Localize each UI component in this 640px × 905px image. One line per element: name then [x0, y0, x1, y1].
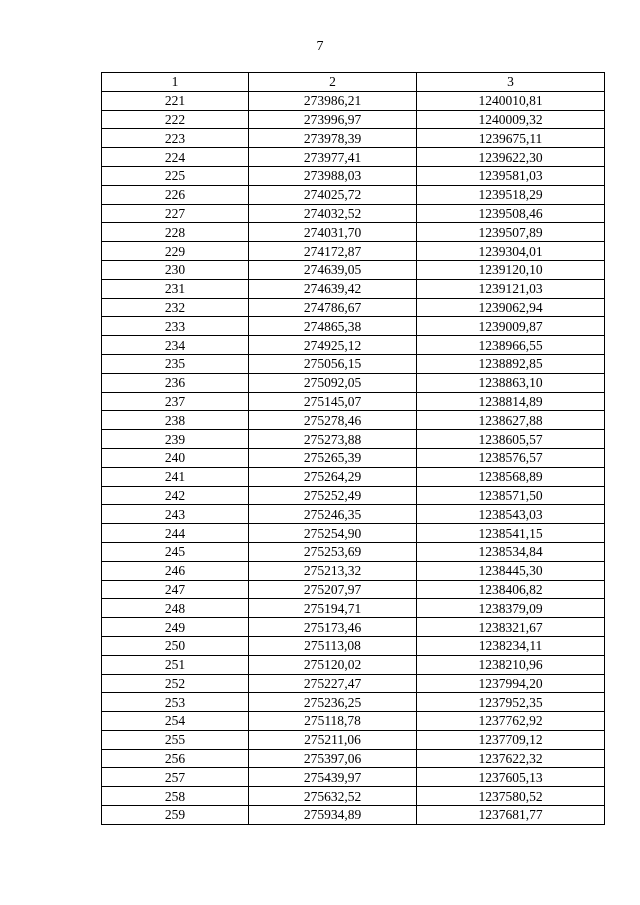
table-row	[102, 110, 605, 129]
header-cell-3: 3	[417, 73, 605, 92]
coordinate-y-cell: 1240009,32	[417, 110, 605, 129]
point-number-cell: 235	[102, 354, 249, 373]
point-number-cell: 227	[102, 204, 249, 223]
point-number-cell: 236	[102, 373, 249, 392]
table-row	[102, 806, 605, 825]
point-number-cell: 237	[102, 392, 249, 411]
table-row	[102, 279, 605, 298]
coordinate-y-cell: 1237622,32	[417, 749, 605, 768]
table-row	[102, 524, 605, 543]
coordinate-x-cell: 275632,52	[249, 787, 417, 806]
coordinate-y-cell: 1238541,15	[417, 524, 605, 543]
coordinate-y-cell: 1238605,57	[417, 430, 605, 449]
table-row	[102, 91, 605, 110]
coordinate-x-cell: 275278,46	[249, 411, 417, 430]
coordinate-x-cell: 273977,41	[249, 148, 417, 167]
point-number-cell: 232	[102, 298, 249, 317]
coordinate-x-cell: 274031,70	[249, 223, 417, 242]
coordinate-x-cell: 275211,06	[249, 730, 417, 749]
coordinate-x-cell: 273996,97	[249, 110, 417, 129]
point-number-cell: 253	[102, 693, 249, 712]
coordinate-x-cell: 275254,90	[249, 524, 417, 543]
table-row	[102, 129, 605, 148]
coordinate-x-cell: 275273,88	[249, 430, 417, 449]
point-number-cell: 238	[102, 411, 249, 430]
coordinate-x-cell: 275120,02	[249, 655, 417, 674]
header-cell-1: 1	[102, 73, 249, 92]
coordinate-x-cell: 275252,49	[249, 486, 417, 505]
coordinate-x-cell: 275173,46	[249, 618, 417, 637]
table-row	[102, 693, 605, 712]
table-row	[102, 580, 605, 599]
coordinate-y-cell: 1238627,88	[417, 411, 605, 430]
coordinate-x-cell: 275207,97	[249, 580, 417, 599]
table-row	[102, 561, 605, 580]
coordinate-x-cell: 275934,89	[249, 806, 417, 825]
coordinate-x-cell: 275397,06	[249, 749, 417, 768]
table-row	[102, 599, 605, 618]
page-number: 7	[316, 39, 324, 54]
table-body	[102, 91, 605, 824]
coordinate-y-cell: 1238568,89	[417, 467, 605, 486]
table-row	[102, 787, 605, 806]
coordinate-x-cell: 274032,52	[249, 204, 417, 223]
table-row	[102, 336, 605, 355]
coordinate-y-cell: 1237952,35	[417, 693, 605, 712]
point-number-cell: 257	[102, 768, 249, 787]
coordinate-x-cell: 275113,08	[249, 636, 417, 655]
point-number-cell: 251	[102, 655, 249, 674]
coordinate-y-cell: 1238966,55	[417, 336, 605, 355]
point-number-cell: 250	[102, 636, 249, 655]
table-row	[102, 204, 605, 223]
point-number-cell: 254	[102, 712, 249, 731]
point-number-cell: 255	[102, 730, 249, 749]
coordinate-y-cell: 1237605,13	[417, 768, 605, 787]
table-row	[102, 655, 605, 674]
table-row	[102, 148, 605, 167]
table-row	[102, 730, 605, 749]
coordinate-x-cell: 273986,21	[249, 91, 417, 110]
table-row	[102, 618, 605, 637]
table-row	[102, 185, 605, 204]
table-row	[102, 768, 605, 787]
point-number-cell: 231	[102, 279, 249, 298]
coordinate-y-cell: 1239518,29	[417, 185, 605, 204]
table-header	[102, 73, 605, 92]
coordinate-y-cell: 1239581,03	[417, 166, 605, 185]
point-number-cell: 225	[102, 166, 249, 185]
coordinate-x-cell: 274639,42	[249, 279, 417, 298]
coordinate-x-cell: 275092,05	[249, 373, 417, 392]
coordinate-x-cell: 275264,29	[249, 467, 417, 486]
point-number-cell: 233	[102, 317, 249, 336]
coordinate-x-cell: 275246,35	[249, 505, 417, 524]
point-number-cell: 247	[102, 580, 249, 599]
coordinate-x-cell: 274639,05	[249, 260, 417, 279]
table-row	[102, 636, 605, 655]
point-number-cell: 226	[102, 185, 249, 204]
coordinate-x-cell: 275227,47	[249, 674, 417, 693]
header-cell-2: 2	[249, 73, 417, 92]
point-number-cell: 234	[102, 336, 249, 355]
point-number-cell: 222	[102, 110, 249, 129]
table-row	[102, 392, 605, 411]
point-number-cell: 249	[102, 618, 249, 637]
point-number-cell: 246	[102, 561, 249, 580]
coordinate-y-cell: 1239121,03	[417, 279, 605, 298]
table-row	[102, 486, 605, 505]
coordinate-x-cell: 275056,15	[249, 354, 417, 373]
point-number-cell: 256	[102, 749, 249, 768]
coordinate-x-cell: 273988,03	[249, 166, 417, 185]
coordinate-y-cell: 1239009,87	[417, 317, 605, 336]
coordinate-y-cell: 1238379,09	[417, 599, 605, 618]
coordinate-y-cell: 1238321,67	[417, 618, 605, 637]
table-row	[102, 448, 605, 467]
coordinate-y-cell: 1237709,12	[417, 730, 605, 749]
coordinate-x-cell: 275253,69	[249, 542, 417, 561]
table-row	[102, 712, 605, 731]
table-row	[102, 430, 605, 449]
coordinate-x-cell: 274786,67	[249, 298, 417, 317]
coordinate-x-cell: 273978,39	[249, 129, 417, 148]
coordinate-y-cell: 1239675,11	[417, 129, 605, 148]
header-row	[102, 73, 605, 92]
point-number-cell: 224	[102, 148, 249, 167]
point-number-cell: 252	[102, 674, 249, 693]
point-number-cell: 241	[102, 467, 249, 486]
coordinate-x-cell: 275439,97	[249, 768, 417, 787]
point-number-cell: 240	[102, 448, 249, 467]
coordinate-y-cell: 1237762,92	[417, 712, 605, 731]
coordinate-y-cell: 1238445,30	[417, 561, 605, 580]
table-row	[102, 373, 605, 392]
coordinate-x-cell: 274025,72	[249, 185, 417, 204]
coordinate-y-cell: 1239120,10	[417, 260, 605, 279]
coordinate-y-cell: 1240010,81	[417, 91, 605, 110]
coordinate-x-cell: 274865,38	[249, 317, 417, 336]
point-number-cell: 221	[102, 91, 249, 110]
point-number-cell: 242	[102, 486, 249, 505]
coordinate-y-cell: 1239508,46	[417, 204, 605, 223]
coordinate-y-cell: 1238814,89	[417, 392, 605, 411]
coordinate-y-cell: 1238534,84	[417, 542, 605, 561]
point-number-cell: 228	[102, 223, 249, 242]
coordinate-y-cell: 1238543,03	[417, 505, 605, 524]
point-number-cell: 248	[102, 599, 249, 618]
point-number-cell: 223	[102, 129, 249, 148]
coordinate-y-cell: 1238863,10	[417, 373, 605, 392]
point-number-cell: 243	[102, 505, 249, 524]
point-number-cell: 259	[102, 806, 249, 825]
coordinate-y-cell: 1239622,30	[417, 148, 605, 167]
coordinate-y-cell: 1238210,96	[417, 655, 605, 674]
point-number-cell: 239	[102, 430, 249, 449]
coordinate-y-cell: 1239507,89	[417, 223, 605, 242]
point-number-cell: 258	[102, 787, 249, 806]
table-row	[102, 674, 605, 693]
coordinate-x-cell: 275118,78	[249, 712, 417, 731]
coordinate-y-cell: 1238576,57	[417, 448, 605, 467]
table-row	[102, 354, 605, 373]
coordinate-x-cell: 275194,71	[249, 599, 417, 618]
coordinate-x-cell: 274172,87	[249, 242, 417, 261]
table-row	[102, 505, 605, 524]
coordinates-table	[101, 72, 605, 825]
coordinate-y-cell: 1237994,20	[417, 674, 605, 693]
table-row	[102, 242, 605, 261]
coordinate-x-cell: 275145,07	[249, 392, 417, 411]
coordinate-x-cell: 274925,12	[249, 336, 417, 355]
coordinate-y-cell: 1237681,77	[417, 806, 605, 825]
table-row	[102, 317, 605, 336]
coordinate-x-cell: 275265,39	[249, 448, 417, 467]
table-row	[102, 223, 605, 242]
coordinate-y-cell: 1238571,50	[417, 486, 605, 505]
table-row	[102, 298, 605, 317]
coordinate-y-cell: 1237580,52	[417, 787, 605, 806]
coordinate-x-cell: 275236,25	[249, 693, 417, 712]
table-row	[102, 166, 605, 185]
coordinate-y-cell: 1238406,82	[417, 580, 605, 599]
table-row	[102, 749, 605, 768]
point-number-cell: 244	[102, 524, 249, 543]
table-row	[102, 542, 605, 561]
table-row	[102, 411, 605, 430]
coordinate-x-cell: 275213,32	[249, 561, 417, 580]
coordinate-y-cell: 1239304,01	[417, 242, 605, 261]
point-number-cell: 230	[102, 260, 249, 279]
point-number-cell: 229	[102, 242, 249, 261]
coordinate-y-cell: 1238892,85	[417, 354, 605, 373]
table-row	[102, 260, 605, 279]
coordinate-y-cell: 1238234,11	[417, 636, 605, 655]
coordinate-y-cell: 1239062,94	[417, 298, 605, 317]
table-row	[102, 467, 605, 486]
point-number-cell: 245	[102, 542, 249, 561]
